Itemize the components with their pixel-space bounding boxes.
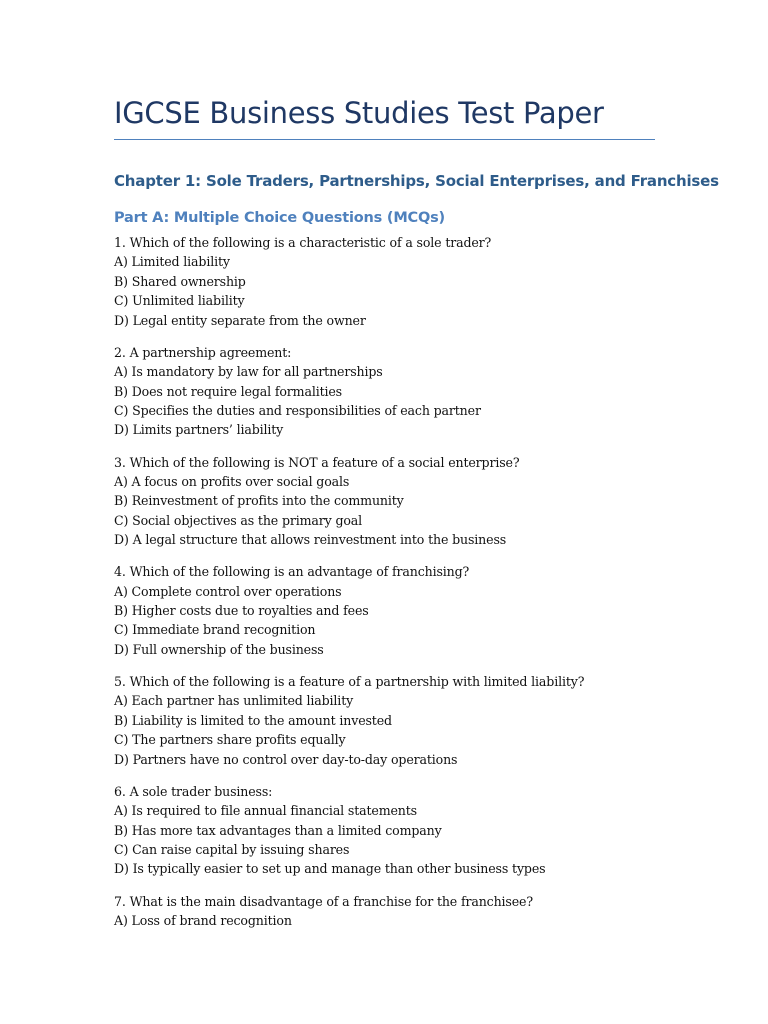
question-stem: 3. Which of the following is NOT a feature of a social enterprise? xyxy=(114,454,520,470)
answer-option-d: D) A legal structure that allows reinvestment into the business xyxy=(114,532,507,548)
answer-option-d: D) Limits partners’ liability xyxy=(114,422,284,438)
answer-option-d: D) Is typically easier to set up and manage than other business types xyxy=(114,861,546,877)
question-3 xyxy=(114,453,659,550)
question-4 xyxy=(114,562,659,659)
question-stem: 4. Which of the following is an advantage of franchising? xyxy=(114,564,470,580)
answer-option-a: A) Loss of brand recognition xyxy=(114,912,292,928)
question-stem: 2. A partnership agreement: xyxy=(114,344,292,360)
chapter-heading: Chapter 1: Sole Traders, Partnerships, Social Enterprises, and Franchises xyxy=(114,172,719,190)
answer-option-b: B) Shared ownership xyxy=(114,273,246,289)
answer-option-c: C) Unlimited liability xyxy=(114,293,245,309)
answer-option-b: B) Does not require legal formalities xyxy=(114,383,342,399)
answer-option-a: A) Each partner has unlimited liability xyxy=(114,693,354,709)
question-6 xyxy=(114,782,659,879)
answer-option-b: B) Liability is limited to the amount invested xyxy=(114,712,392,728)
title-underline xyxy=(114,139,655,140)
question-stem: 7. What is the main disadvantage of a franchise for the franchisee? xyxy=(114,893,533,909)
answer-option-d: D) Partners have no control over day-to-day operations xyxy=(114,751,458,767)
part-heading: Part A: Multiple Choice Questions (MCQs) xyxy=(114,210,445,226)
question-7 xyxy=(114,892,659,931)
question-1 xyxy=(114,233,659,330)
question-stem: 5. Which of the following is a feature of a partnership with limited liability? xyxy=(114,674,585,689)
answer-option-c: C) Social objectives as the primary goal xyxy=(114,512,363,528)
question-2 xyxy=(114,343,659,440)
document-title: IGCSE Business Studies Test Paper xyxy=(114,96,604,130)
answer-option-d: D) Full ownership of the business xyxy=(114,641,324,657)
answer-option-a: A) Is required to file annual financial statements xyxy=(114,803,417,819)
answer-option-c: C) The partners share profits equally xyxy=(114,732,346,748)
answer-option-c: C) Can raise capital by issuing shares xyxy=(114,841,350,857)
answer-option-c: C) Immediate brand recognition xyxy=(114,622,316,638)
answer-option-c: C) Specifies the duties and responsibilities of each partner xyxy=(114,402,481,418)
answer-option-d: D) Legal entity separate from the owner xyxy=(114,312,366,328)
question-stem: 6. A sole trader business: xyxy=(114,783,273,799)
answer-option-a: A) Complete control over operations xyxy=(114,583,342,599)
answer-option-b: B) Reinvestment of profits into the community xyxy=(114,493,404,509)
answer-option-b: B) Has more tax advantages than a limited company xyxy=(114,822,442,838)
answer-option-b: B) Higher costs due to royalties and fees xyxy=(114,603,369,619)
answer-option-a: A) A focus on profits over social goals xyxy=(114,473,350,489)
answer-option-a: A) Limited liability xyxy=(114,254,230,270)
question-stem: 1. Which of the following is a characteristic of a sole trader? xyxy=(114,235,492,250)
question-list xyxy=(114,233,659,943)
answer-option-a: A) Is mandatory by law for all partnerships xyxy=(114,364,383,380)
question-5 xyxy=(114,672,659,769)
